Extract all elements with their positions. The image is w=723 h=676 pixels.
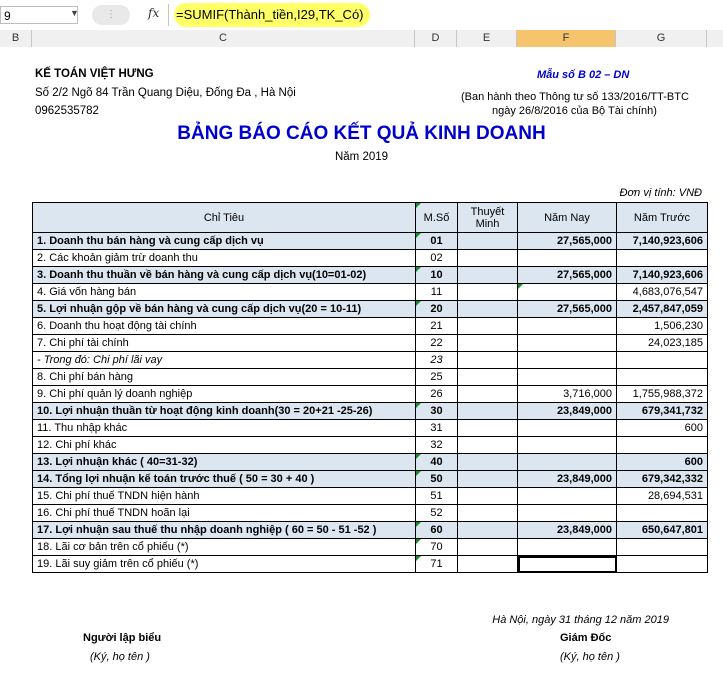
cell-this-year[interactable]: 3,716,000 xyxy=(518,386,617,403)
cell-code[interactable]: 22 xyxy=(416,335,458,352)
cell-code[interactable]: 70 xyxy=(416,539,458,556)
cell-note[interactable] xyxy=(458,318,518,335)
company-address: Số 2/2 Ngõ 84 Trần Quang Diệu, Đống Đa , Hà Nội xyxy=(35,87,296,99)
table-row xyxy=(33,233,708,250)
cell-last-year[interactable] xyxy=(617,437,708,454)
cell-code[interactable]: 20 xyxy=(416,301,458,318)
cell-last-year[interactable]: 4,683,076,547 xyxy=(617,284,708,301)
header-code[interactable]: M.Số xyxy=(416,203,458,233)
cell-note[interactable] xyxy=(458,250,518,267)
table-row xyxy=(33,437,708,454)
preparer-sign: (Ký, họ tên ) xyxy=(90,651,150,663)
cell-indicator[interactable]: 16. Chi phí thuế TNDN hoãn lại xyxy=(33,505,416,522)
cell-last-year[interactable]: 600 xyxy=(617,454,708,471)
column-header-D[interactable]: D xyxy=(415,30,457,47)
column-header-G[interactable]: G xyxy=(616,30,707,47)
cell-last-year[interactable]: 1,755,988,372 xyxy=(617,386,708,403)
cell-code[interactable]: 31 xyxy=(416,420,458,437)
cell-code[interactable]: 30 xyxy=(416,403,458,420)
cell-indicator[interactable]: 6. Doanh thu hoạt động tài chính xyxy=(33,318,416,335)
cell-note[interactable] xyxy=(458,539,518,556)
cell-note[interactable] xyxy=(458,284,518,301)
header-note[interactable] xyxy=(458,203,518,233)
cell-indicator[interactable]: 8. Chi phí bán hàng xyxy=(33,369,416,386)
cell-last-year[interactable]: 7,140,923,606 xyxy=(617,233,708,250)
place-date: Hà Nội, ngày 31 tháng 12 năm 2019 xyxy=(492,614,669,626)
director-title: Giám Đốc xyxy=(560,632,612,644)
cell-last-year[interactable] xyxy=(617,505,708,522)
cell-indicator[interactable]: 9. Chi phí quản lý doanh nghiệp xyxy=(33,386,416,403)
cell-code[interactable]: 10 xyxy=(416,267,458,284)
formula-input[interactable]: =SUMIF(Thành_tiền,I29,TK_Có) xyxy=(174,3,370,27)
cell-this-year[interactable]: 27,565,000 xyxy=(518,267,617,284)
cell-note[interactable] xyxy=(458,454,518,471)
formula-divider xyxy=(168,4,169,26)
preparer-title: Người lập biểu xyxy=(83,632,162,644)
insert-function-icon[interactable]: fx xyxy=(148,6,160,20)
cell-last-year[interactable] xyxy=(617,352,708,369)
cell-this-year[interactable]: 27,565,000 xyxy=(518,233,617,250)
cell-note[interactable] xyxy=(458,301,518,318)
cell-note[interactable] xyxy=(458,437,518,454)
cell-last-year[interactable]: 28,694,531 xyxy=(617,488,708,505)
table-row xyxy=(33,403,708,420)
cell-code[interactable]: 32 xyxy=(416,437,458,454)
cell-indicator[interactable]: 10. Lợi nhuận thuần từ hoạt động kinh doanh(30 = 20+21 -25-26) xyxy=(33,403,416,420)
cell-note[interactable] xyxy=(458,403,518,420)
cell-indicator[interactable]: 15. Chi phí thuế TNDN hiện hành xyxy=(33,488,416,505)
cell-this-year[interactable] xyxy=(518,454,617,471)
report-title: BẢNG BÁO CÁO KẾT QUẢ KINH DOANH xyxy=(177,123,546,144)
cell-note[interactable] xyxy=(458,420,518,437)
cell-code[interactable]: 23 xyxy=(416,352,458,369)
cell-this-year[interactable] xyxy=(518,284,617,301)
table-row xyxy=(33,250,708,267)
cell-this-year[interactable] xyxy=(518,318,617,335)
report-year: Năm 2019 xyxy=(334,151,389,163)
cell-indicator[interactable]: 5. Lợi nhuận gộp về bán hàng và cung cấp dịch vụ(20 = 10-11) xyxy=(33,301,416,318)
cell-indicator[interactable]: 17. Lợi nhuận sau thuế thu nhập doanh nghiệp ( 60 = 50 - 51 -52 ) xyxy=(33,522,416,539)
cell-code[interactable]: 52 xyxy=(416,505,458,522)
cell-indicator[interactable]: 13. Lợi nhuận khác ( 40=31-32) xyxy=(33,454,416,471)
cell-indicator[interactable]: 1. Doanh thu bán hàng và cung cấp dịch vụ xyxy=(33,233,416,250)
unit-label: Đơn vị tính: VNĐ xyxy=(619,187,702,199)
column-header-B[interactable]: B xyxy=(0,30,32,47)
table-row xyxy=(33,352,708,369)
table-row xyxy=(33,267,708,284)
cell-this-year[interactable] xyxy=(518,250,617,267)
cell-last-year[interactable] xyxy=(617,250,708,267)
column-header-E[interactable]: E xyxy=(457,30,517,47)
cell-this-year[interactable]: 23,849,000 xyxy=(518,471,617,488)
cell-this-year[interactable] xyxy=(518,352,617,369)
cell-note[interactable] xyxy=(458,386,518,403)
cell-code[interactable]: 25 xyxy=(416,369,458,386)
table-row xyxy=(33,471,708,488)
cell-this-year[interactable] xyxy=(518,335,617,352)
cell-last-year[interactable] xyxy=(617,539,708,556)
header-note-line1: Thuyết xyxy=(470,205,505,218)
cell-note[interactable] xyxy=(458,522,518,539)
cell-last-year[interactable]: 679,341,732 xyxy=(617,403,708,420)
worksheet xyxy=(0,47,723,676)
cell-last-year[interactable]: 2,457,847,059 xyxy=(617,301,708,318)
cell-indicator[interactable]: 4. Giá vốn hàng bán xyxy=(33,284,416,301)
cell-last-year[interactable]: 600 xyxy=(617,420,708,437)
cell-indicator[interactable]: 2. Các khoản giảm trừ doanh thu xyxy=(33,250,416,267)
cell-code[interactable]: 26 xyxy=(416,386,458,403)
name-box[interactable]: 9 xyxy=(0,6,78,24)
cell-indicator[interactable]: - Trong đó: Chi phí lãi vay xyxy=(33,352,416,369)
formula-bar xyxy=(0,0,723,31)
cell-note[interactable] xyxy=(458,335,518,352)
cell-note[interactable] xyxy=(458,556,518,573)
table-row xyxy=(33,454,708,471)
income-statement-table xyxy=(32,202,708,573)
table-row xyxy=(33,284,708,301)
cell-note[interactable] xyxy=(458,267,518,284)
cell-code[interactable]: 21 xyxy=(416,318,458,335)
chevron-down-icon[interactable]: ▼ xyxy=(70,8,79,18)
cell-code[interactable]: 60 xyxy=(416,522,458,539)
table-row xyxy=(33,556,708,573)
more-options-icon[interactable]: ⋮ xyxy=(92,5,130,25)
cell-this-year[interactable] xyxy=(518,556,617,573)
cell-last-year[interactable] xyxy=(617,369,708,386)
column-header-F[interactable]: F xyxy=(517,30,616,47)
column-headers xyxy=(0,30,723,48)
header-indicator[interactable]: Chỉ Tiêu xyxy=(33,203,416,233)
cell-code[interactable]: 40 xyxy=(416,454,458,471)
cell-this-year[interactable]: 27,565,000 xyxy=(518,301,617,318)
cell-indicator[interactable]: 19. Lãi suy giảm trên cổ phiếu (*) xyxy=(33,556,416,573)
column-header-C[interactable]: C xyxy=(32,30,415,47)
table-header-row xyxy=(33,203,708,233)
column-header-extra[interactable] xyxy=(707,30,723,47)
cell-this-year[interactable] xyxy=(518,539,617,556)
cell-this-year[interactable]: 23,849,000 xyxy=(518,403,617,420)
cell-indicator[interactable]: 3. Doanh thu thuần về bán hàng và cung cấp dịch vụ(10=01-02) xyxy=(33,267,416,284)
cell-note[interactable] xyxy=(458,352,518,369)
cell-indicator[interactable]: 7. Chi phí tài chính xyxy=(33,335,416,352)
table-row xyxy=(33,420,708,437)
table-row xyxy=(33,369,708,386)
table-row xyxy=(33,522,708,539)
cell-this-year[interactable] xyxy=(518,488,617,505)
table-row xyxy=(33,301,708,318)
company-name: KẾ TOÁN VIỆT HƯNG xyxy=(35,68,154,80)
cell-code[interactable]: 50 xyxy=(416,471,458,488)
cell-indicator[interactable]: 18. Lãi cơ bản trên cổ phiếu (*) xyxy=(33,539,416,556)
cell-indicator[interactable]: 11. Thu nhập khác xyxy=(33,420,416,437)
cell-this-year[interactable] xyxy=(518,369,617,386)
cell-indicator[interactable]: 12. Chi phí khác xyxy=(33,437,416,454)
cell-note[interactable] xyxy=(458,471,518,488)
cell-last-year[interactable]: 650,647,801 xyxy=(617,522,708,539)
cell-last-year[interactable]: 7,140,923,606 xyxy=(617,267,708,284)
form-code: Mẫu số B 02 – DN xyxy=(537,69,630,81)
table-row xyxy=(33,335,708,352)
cell-this-year[interactable] xyxy=(518,505,617,522)
table-row xyxy=(33,488,708,505)
cell-code[interactable]: 71 xyxy=(416,556,458,573)
cell-this-year[interactable]: 23,849,000 xyxy=(518,522,617,539)
cell-code[interactable]: 02 xyxy=(416,250,458,267)
cell-last-year[interactable]: 24,023,185 xyxy=(617,335,708,352)
cell-note[interactable] xyxy=(458,505,518,522)
header-this-year[interactable]: Năm Nay xyxy=(518,203,617,233)
cell-code[interactable]: 01 xyxy=(416,233,458,250)
table-row xyxy=(33,318,708,335)
cell-this-year[interactable] xyxy=(518,437,617,454)
cell-note[interactable] xyxy=(458,488,518,505)
cell-indicator[interactable]: 14. Tổng lợi nhuận kế toán trước thuế ( 50 = 30 + 40 ) xyxy=(33,471,416,488)
form-issued-by: (Ban hành theo Thông tư số 133/2016/TT-BTC xyxy=(461,91,689,103)
cell-code[interactable]: 11 xyxy=(416,284,458,301)
header-last-year[interactable]: Năm Trước xyxy=(617,203,708,233)
cell-note[interactable] xyxy=(458,369,518,386)
form-issued-date: ngày 26/8/2016 của Bộ Tài chính) xyxy=(492,105,657,117)
company-phone: 0962535782 xyxy=(35,105,99,117)
cell-last-year[interactable]: 679,342,332 xyxy=(617,471,708,488)
director-sign: (Ký, họ tên ) xyxy=(560,651,620,663)
table-row xyxy=(33,386,708,403)
cell-this-year[interactable] xyxy=(518,420,617,437)
header-note-line2: Minh xyxy=(475,217,500,230)
table-row xyxy=(33,539,708,556)
cell-last-year[interactable] xyxy=(617,556,708,573)
table-row xyxy=(33,505,708,522)
cell-note[interactable] xyxy=(458,233,518,250)
cell-last-year[interactable]: 1,506,230 xyxy=(617,318,708,335)
cell-code[interactable]: 51 xyxy=(416,488,458,505)
